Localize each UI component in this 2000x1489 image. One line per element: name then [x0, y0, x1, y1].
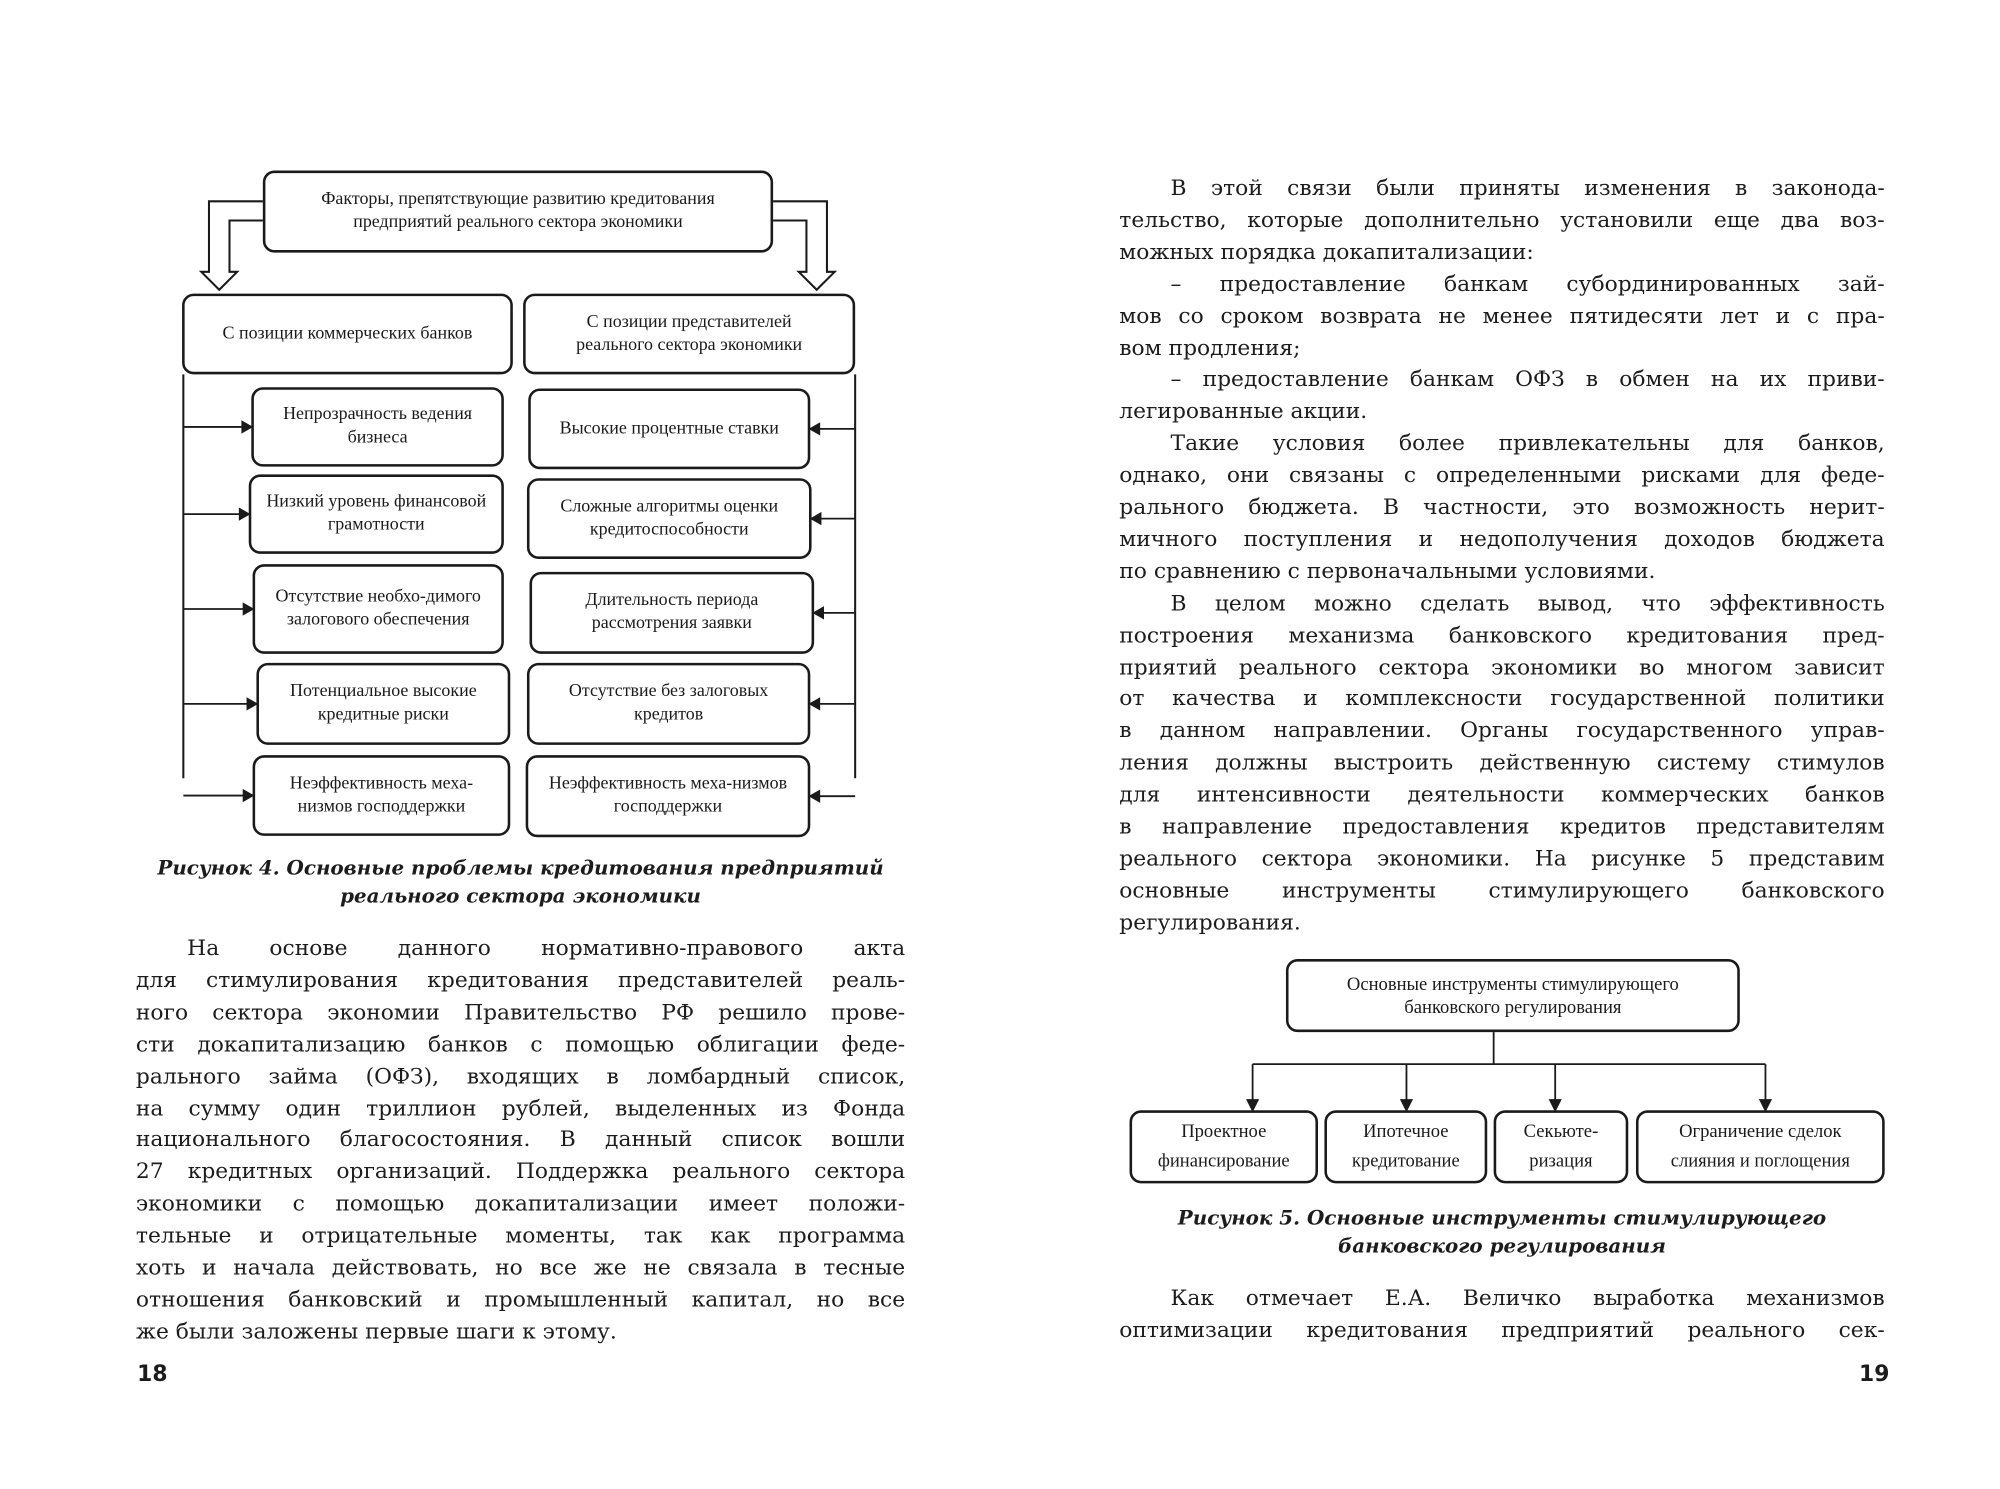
arrow-head-icon — [244, 790, 253, 800]
body-text-line: рального займа (ОФЗ), входящих в ломбардный список, — [135, 1063, 906, 1090]
fig5-caption-line-1: Рисунок 5. Основные инструменты стимулирующего — [1177, 1205, 1827, 1230]
body-text-line: рального бюджета. В частности, это возможность нерит- — [1119, 494, 1885, 521]
page-number-left: 18 — [137, 1361, 168, 1388]
arrow-head-icon — [810, 424, 819, 434]
fig4-top-box: Факторы, препятствующие развитию кредитования предприятий реального сектора экономики — [263, 171, 773, 253]
fig4-right-item: Высокие процентные ставки — [528, 388, 810, 469]
hollow-arrow-right — [773, 201, 835, 289]
body-text-line: хоть и начала действовать, но все же не связала в тесные — [135, 1255, 906, 1281]
fig4-right-item: Длительность периода рассмотрения заявки — [530, 572, 815, 654]
body-text-line: однако, они связаны с определенными рисками для феде- — [1119, 462, 1885, 489]
arrow-head-icon — [242, 422, 251, 432]
body-text-line: мичного поступления и недополучения доходов бюджета — [1119, 526, 1885, 553]
fig4-left-item: Низкий уровень финансовой грамотности — [249, 474, 504, 553]
fig5-top-box: Основные инструменты стимулирующего банковского регулирования — [1286, 959, 1740, 1032]
body-text-line: приятий реального сектора экономики во многом зависит — [1119, 654, 1885, 681]
body-text-line: легированные акции. — [1119, 399, 1368, 425]
fig4-caption-line-2: реального сектора экономики — [340, 883, 701, 908]
arrow-head-icon — [812, 513, 821, 523]
fig4-right-item: Неэффективность меха-низмов господдержки — [526, 755, 811, 837]
arrow-head-icon — [1247, 1100, 1257, 1110]
body-text-line: экономики с помощью докапитализации имеет положи- — [135, 1191, 906, 1217]
fig4-caption-line-1: Рисунок 4. Основные проблемы кредитования предприятий — [157, 855, 884, 880]
body-text-line: отношения банковский и промышленный капитал, но все — [135, 1287, 906, 1313]
fig4-right-header: С позиции представителей реального сектора экономики — [523, 294, 855, 375]
body-text-line: мов со сроком возврата не менее пятидесяти лет и с пра- — [1119, 303, 1885, 329]
body-text-line: ного сектора экономии Правительство РФ решило прове- — [135, 999, 906, 1026]
fig5-item: Ограничение сделок слияния и поглощения — [1636, 1110, 1885, 1183]
body-text-line: тельство, которые дополнительно установили еще два воз- — [1119, 207, 1885, 234]
fig4-left-header: С позиции коммерческих банков — [182, 294, 513, 375]
fig5-item: Секьюте-ризация — [1494, 1110, 1629, 1183]
fig4-left-item: Отсутствие необхо-димого залогового обеспечения — [253, 564, 504, 654]
body-text-line: Такие условия более привлекательны для банков, — [1170, 431, 1885, 457]
arrow-head-icon — [247, 699, 256, 709]
body-text-line: На основе данного нормативно-правового акта — [187, 935, 906, 962]
page-number-right: 19 — [1859, 1361, 1890, 1388]
body-text-line: – предоставление банкам субординированных зай- — [1170, 271, 1885, 298]
arrow-head-icon — [810, 791, 819, 801]
body-text-line: построения механизма банковского кредитования пред- — [1119, 622, 1885, 649]
arrow-head-icon — [814, 608, 823, 618]
body-text-line: регулирования. — [1119, 909, 1301, 936]
body-text-line: по сравнению с первоначальными условиями. — [1119, 558, 1656, 585]
body-text-line: в данном направлении. Органы государственного управ- — [1119, 718, 1885, 744]
arrow-head-icon — [240, 509, 249, 519]
body-text-line: В целом можно сделать вывод, что эффективность — [1170, 590, 1885, 617]
body-text-line: реального сектора экономики. На рисунке 5 представим — [1119, 846, 1885, 872]
body-text-line: Как отмечает Е.А. Величко выработка механизмов — [1170, 1285, 1885, 1312]
body-text-line: в направление предоставления кредитов представителям — [1119, 814, 1885, 840]
fig5-item: Ипотечное кредитование — [1324, 1110, 1487, 1183]
body-text-line: же были заложены первые шаги к этому. — [135, 1319, 617, 1345]
body-text-line: для интенсивности деятельности коммерческих банков — [1119, 782, 1885, 808]
body-text-line: от качества и комплексности государственной политики — [1119, 686, 1885, 713]
body-text-line: основные инструменты стимулирующего банковского — [1119, 877, 1885, 904]
fig5-caption-line-2: банковского регулирования — [1337, 1233, 1667, 1258]
arrow-head-icon — [810, 699, 819, 709]
fig4-left-item: Потенциальное высокие кредитные риски — [256, 663, 510, 745]
body-text-line: 27 кредитных организаций. Поддержка реального сектора — [135, 1159, 906, 1186]
fig5-item: Проектное финансирование — [1130, 1110, 1318, 1183]
body-text-line: В этой связи были приняты изменения в законода- — [1170, 175, 1885, 202]
body-text-line: тельные и отрицательные моменты, так как программа — [135, 1223, 906, 1249]
body-text-line: вом продления; — [1119, 335, 1301, 361]
body-text-line: оптимизации кредитования предприятий реального сек- — [1119, 1317, 1885, 1344]
fig4-right-item: Отсутствие без залоговых кредитов — [527, 663, 810, 745]
arrow-head-icon — [1550, 1100, 1560, 1110]
arrow-head-icon — [1401, 1100, 1411, 1110]
fig4-left-item: Неэффективность меха-низмов господдержки — [253, 755, 511, 836]
body-text-line: сти докапитализацию банков с помощью облигации феде- — [135, 1031, 906, 1058]
body-text-line: можных порядка докапитализации: — [1119, 239, 1534, 266]
body-text-line: ления должны выстроить действенную систему стимулов — [1119, 750, 1885, 776]
fig4-right-item: Сложные алгоритмы оценки кредитоспособности — [527, 478, 812, 559]
body-text-line: на сумму один триллион рублей, выделенных из Фонда — [135, 1095, 906, 1122]
body-text-line: – предоставление банкам ОФЗ в обмен на их приви- — [1170, 367, 1885, 393]
body-text-line: для стимулирования кредитования представителей реаль- — [135, 967, 906, 994]
fig4-left-item: Непрозрачность ведения бизнеса — [251, 387, 504, 466]
body-text-line: национального благосостояния. В данный список вошли — [135, 1127, 906, 1154]
hollow-arrow-left — [201, 201, 263, 289]
arrow-head-icon — [1760, 1100, 1770, 1110]
arrow-head-icon — [244, 604, 253, 614]
